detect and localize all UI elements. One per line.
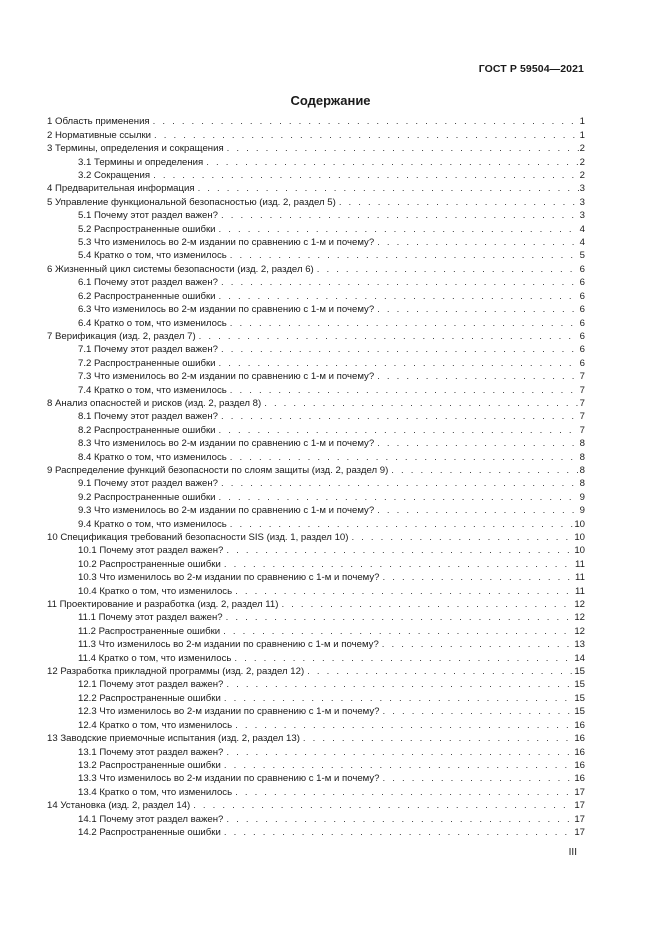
toc-entry[interactable] (47, 638, 585, 651)
toc-leader-dots (226, 679, 573, 691)
toc-entry-page: 7 (579, 397, 585, 409)
toc-entry-page: 16 (574, 719, 585, 731)
toc-leader-dots (377, 304, 579, 316)
toc-entry-page: 16 (574, 733, 585, 745)
toc-entry-label: 2 Нормативные ссылки (47, 129, 152, 141)
toc-entry-label: 10.3 Что изменилось во 2-м издании по сравнению с 1-м и почему? (78, 572, 380, 584)
toc-entry-label: 10.4 Кратко о том, что изменилось (78, 585, 233, 597)
toc-leader-dots (230, 250, 579, 262)
toc-entry[interactable] (47, 504, 585, 517)
toc-leader-dots (391, 465, 578, 477)
toc-entry-label: 10 Спецификация требований безопасности SIS (изд. 1, раздел 10) (47, 532, 349, 543)
toc-entry-page: 2 (579, 143, 585, 155)
toc-entry-label: 11.3 Что изменилось во 2-м издании по сравнению с 1-м и почему? (78, 639, 379, 651)
toc-entry-page: 16 (574, 759, 585, 771)
toc-entry-label: 8 Анализ опасностей и рисков (изд. 2, раздел 8) (47, 397, 262, 409)
toc-entry-page: 4 (579, 237, 585, 249)
toc-entry[interactable] (47, 209, 585, 222)
toc-entry-label: 11.2 Распространенные ошибки (78, 625, 221, 637)
toc-entry-page: 8 (579, 478, 585, 490)
toc-entry-label: 7.2 Распространенные ошибки (78, 357, 216, 369)
toc-entry[interactable] (47, 785, 585, 798)
toc-entry[interactable] (47, 705, 585, 718)
toc-entry[interactable] (47, 745, 585, 758)
toc-entry-label: 13 Заводские приемочные испытания (изд. 2, раздел 13) (47, 733, 300, 745)
toc-entry-page: 3 (579, 210, 585, 222)
toc-entry-label: 7.4 Кратко о том, что изменилось (78, 384, 227, 396)
toc-leader-dots (223, 626, 573, 638)
toc-leader-dots (219, 358, 579, 370)
toc-entry-page: 2 (579, 156, 585, 168)
toc-entry-label: 12.2 Распространенные ошибки (78, 692, 221, 704)
toc-entry-page: 12 (574, 612, 585, 624)
toc-entry-page: 17 (574, 800, 585, 812)
toc-entry[interactable] (47, 812, 585, 825)
toc-entry-label: 8.4 Кратко о том, что изменилось (78, 451, 227, 463)
toc-leader-dots (221, 344, 579, 356)
toc-entry[interactable] (47, 330, 585, 343)
toc-entry-page: 6 (579, 290, 585, 302)
toc-leader-dots (234, 653, 573, 665)
toc-entry-label: 9.2 Распространенные ошибки (78, 491, 216, 503)
toc-entry-page: 7 (579, 384, 585, 396)
toc-entry-page: 10 (574, 532, 585, 543)
toc-leader-dots (383, 706, 574, 718)
toc-entry-page: 15 (574, 666, 585, 678)
toc-entry-label: 13.4 Кратко о том, что изменилось (78, 786, 233, 798)
toc-entry[interactable] (47, 249, 585, 262)
toc-entry[interactable] (47, 544, 585, 557)
table-of-contents (47, 115, 585, 839)
toc-leader-dots (235, 787, 573, 799)
toc-entry-page: 6 (579, 277, 585, 289)
toc-leader-dots (281, 599, 573, 611)
toc-entry[interactable] (47, 624, 585, 637)
toc-leader-dots (193, 800, 573, 812)
toc-leader-dots (206, 157, 578, 169)
toc-leader-dots (153, 170, 579, 182)
toc-entry[interactable] (47, 772, 585, 785)
toc-leader-dots (264, 398, 578, 410)
toc-entry[interactable] (47, 128, 585, 141)
toc-leader-dots (224, 827, 573, 839)
toc-entry-label: 14 Установка (изд. 2, раздел 14) (47, 800, 191, 812)
toc-entry-label: 5 Управление функциональной безопасностью (изд. 2, раздел 5) (47, 196, 336, 208)
toc-leader-dots (224, 559, 574, 571)
toc-entry[interactable] (47, 732, 585, 745)
toc-entry[interactable] (47, 276, 585, 289)
toc-entry[interactable] (47, 759, 585, 772)
toc-entry-label: 8.2 Распространенные ошибки (78, 424, 216, 436)
toc-leader-dots (219, 224, 579, 236)
toc-leader-dots (383, 572, 575, 584)
toc-entry-label: 9.4 Кратко о том, что изменилось (78, 518, 227, 530)
toc-entry-page: 14 (574, 652, 585, 664)
toc-entry-page: 2 (579, 170, 585, 182)
toc-entry[interactable] (47, 423, 585, 436)
toc-entry-page: 8 (579, 438, 585, 450)
toc-entry[interactable] (47, 678, 585, 691)
toc-entry-page: 7 (579, 424, 585, 436)
toc-leader-dots (235, 720, 573, 732)
toc-leader-dots (382, 639, 574, 651)
toc-entry-page: 7 (579, 371, 585, 383)
toc-entry[interactable] (47, 584, 585, 597)
toc-entry[interactable] (47, 142, 585, 155)
toc-leader-dots (227, 143, 579, 155)
toc-entry-label: 5.2 Распространенные ошибки (78, 223, 216, 235)
toc-leader-dots (221, 411, 579, 423)
toc-entry[interactable] (47, 410, 585, 423)
toc-entry-page: 16 (574, 746, 585, 758)
toc-entry-page: 13 (574, 639, 585, 651)
toc-entry-label: 12.3 Что изменилось во 2-м издании по сравнению с 1-м и почему? (78, 706, 380, 718)
toc-entry-page: 12 (574, 625, 585, 637)
toc-entry[interactable] (47, 289, 585, 302)
toc-entry[interactable] (47, 598, 585, 611)
toc-entry-label: 4 Предварительная информация (47, 183, 195, 195)
toc-entry[interactable] (47, 182, 585, 195)
toc-leader-dots (235, 586, 574, 598)
toc-entry-label: 11.4 Кратко о том, что изменилось (78, 652, 232, 664)
toc-entry-label: 5.3 Что изменилось во 2-м издании по сравнению с 1-м и почему? (78, 237, 375, 249)
toc-entry-label: 13.1 Почему этот раздел важен? (78, 746, 224, 758)
toc-entry[interactable] (47, 691, 585, 704)
toc-entry-page: 6 (579, 304, 585, 316)
toc-entry[interactable] (47, 665, 585, 678)
toc-entry-label: 12.1 Почему этот раздел важен? (78, 679, 224, 691)
toc-entry[interactable] (47, 517, 585, 530)
toc-entry[interactable] (47, 383, 585, 396)
toc-leader-dots (224, 693, 573, 705)
toc-entry-page: 12 (574, 599, 585, 611)
toc-entry[interactable] (47, 651, 585, 664)
toc-leader-dots (221, 210, 579, 222)
toc-entry-page: 7 (579, 411, 585, 423)
toc-entry[interactable] (47, 115, 585, 128)
toc-entry-page: 17 (574, 813, 585, 825)
toc-entry-page: 1 (579, 129, 585, 141)
toc-entry-page: 16 (574, 773, 585, 785)
toc-entry-label: 8.1 Почему этот раздел важен? (78, 411, 219, 423)
toc-entry[interactable] (47, 303, 585, 316)
toc-entry-page: 15 (574, 692, 585, 704)
toc-entry-page: 5 (579, 250, 585, 262)
toc-entry[interactable] (47, 531, 585, 544)
toc-entry-page: 8 (579, 464, 585, 476)
toc-leader-dots (230, 385, 579, 397)
toc-leader-dots (230, 318, 579, 330)
toc-entry-page: 9 (579, 491, 585, 503)
toc-entry-label: 6.4 Кратко о том, что изменилось (78, 317, 227, 329)
toc-entry-page: 9 (579, 505, 585, 517)
toc-entry-label: 1 Область применения (47, 116, 150, 128)
toc-leader-dots (226, 814, 573, 826)
toc-entry[interactable] (47, 437, 585, 450)
toc-leader-dots (221, 478, 579, 490)
toc-leader-dots (153, 116, 579, 128)
toc-entry-page: 10 (574, 545, 585, 557)
toc-entry-page: 15 (574, 706, 585, 718)
toc-leader-dots (219, 425, 579, 437)
toc-entry-label: 12.4 Кратко о том, что изменилось (78, 719, 233, 731)
document-code: ГОСТ Р 59504—2021 (478, 63, 584, 75)
toc-entry-label: 5.1 Почему этот раздел важен? (78, 210, 219, 222)
toc-entry-label: 5.4 Кратко о том, что изменилось (78, 250, 227, 262)
toc-entry-label: 6 Жизненный цикл системы безопасности (изд. 2, раздел 6) (47, 263, 314, 275)
toc-title: Содержание (290, 93, 371, 108)
toc-entry-page: 8 (579, 451, 585, 463)
toc-entry-page: 1 (579, 116, 585, 128)
toc-leader-dots (226, 545, 573, 557)
toc-entry[interactable] (47, 718, 585, 731)
toc-entry[interactable] (47, 155, 585, 168)
toc-entry-label: 9.1 Почему этот раздел важен? (78, 478, 219, 490)
toc-entry-label: 3 Термины, определения и сокращения (47, 143, 224, 155)
toc-leader-dots (198, 183, 579, 195)
toc-entry-label: 8.3 Что изменилось во 2-м издании по сравнению с 1-м и почему? (78, 438, 375, 450)
toc-entry-label: 6.3 Что изменилось во 2-м издании по сравнению с 1-м и почему? (78, 304, 375, 316)
toc-entry[interactable] (47, 397, 585, 410)
toc-entry[interactable] (47, 356, 585, 369)
toc-entry-label: 9 Распределение функций безопасности по слоям защиты (изд. 2, раздел 9) (47, 464, 389, 476)
toc-leader-dots (219, 492, 579, 504)
toc-entry-page: 6 (579, 263, 585, 275)
toc-entry[interactable] (47, 169, 585, 182)
toc-entry[interactable] (47, 557, 585, 570)
toc-entry-label: 6.1 Почему этот раздел важен? (78, 277, 219, 289)
toc-entry[interactable] (47, 464, 585, 477)
toc-leader-dots (226, 612, 574, 624)
toc-entry-label: 14.2 Распространенные ошибки (78, 826, 221, 838)
toc-entry-page: 10 (574, 518, 585, 530)
toc-entry[interactable] (47, 611, 585, 624)
toc-entry-label: 3.2 Сокращения (78, 170, 151, 182)
toc-leader-dots (351, 532, 573, 544)
toc-entry-page: 6 (579, 317, 585, 329)
toc-entry-label: 13.3 Что изменилось во 2-м издании по сравнению с 1-м и почему? (78, 773, 380, 785)
toc-entry[interactable] (47, 477, 585, 490)
toc-entry[interactable] (47, 236, 585, 249)
toc-leader-dots (219, 291, 579, 303)
toc-leader-dots (377, 371, 579, 383)
toc-entry-label: 9.3 Что изменилось во 2-м издании по сравнению с 1-м и почему? (78, 505, 375, 517)
toc-entry-page: 3 (579, 183, 585, 195)
toc-leader-dots (377, 237, 579, 249)
toc-entry[interactable] (47, 222, 585, 235)
toc-leader-dots (221, 277, 579, 289)
toc-entry-page: 17 (574, 786, 585, 798)
toc-entry-page: 17 (574, 826, 585, 838)
toc-leader-dots (377, 438, 579, 450)
toc-leader-dots (383, 773, 574, 785)
toc-entry[interactable] (47, 571, 585, 584)
toc-entry[interactable] (47, 450, 585, 463)
toc-entry-page: 11 (575, 558, 585, 570)
toc-entry-label: 7.1 Почему этот раздел важен? (78, 344, 219, 356)
toc-entry-page: 6 (579, 330, 585, 342)
toc-entry[interactable] (47, 316, 585, 329)
toc-entry-label: 12 Разработка прикладной программы (изд. 2, раздел 12) (47, 666, 305, 678)
toc-entry-label: 6.2 Распространенные ошибки (78, 290, 216, 302)
toc-entry[interactable] (47, 490, 585, 503)
toc-entry-label: 11.1 Почему этот раздел важен? (78, 612, 223, 624)
toc-leader-dots (199, 331, 579, 343)
toc-entry-page: 15 (574, 679, 585, 691)
toc-entry-page: 6 (579, 357, 585, 369)
toc-leader-dots (317, 264, 579, 276)
toc-entry-label: 7.3 Что изменилось во 2-м издании по сравнению с 1-м и почему? (78, 371, 375, 383)
toc-entry[interactable] (47, 262, 585, 275)
toc-entry-page: 11 (575, 585, 585, 597)
toc-leader-dots (303, 733, 573, 745)
toc-leader-dots (230, 452, 579, 464)
toc-entry-page: 6 (579, 344, 585, 356)
toc-leader-dots (224, 760, 573, 772)
toc-entry-label: 10.1 Почему этот раздел важен? (78, 545, 224, 557)
toc-entry-label: 14.1 Почему этот раздел важен? (78, 813, 224, 825)
toc-entry-label: 3.1 Термины и определения (78, 156, 204, 168)
toc-entry[interactable] (47, 826, 585, 839)
toc-leader-dots (230, 519, 574, 531)
toc-entry-page: 4 (579, 223, 585, 235)
toc-entry-label: 7 Верификация (изд. 2, раздел 7) (47, 330, 196, 342)
toc-entry-label: 10.2 Распространенные ошибки (78, 558, 221, 570)
toc-entry-label: 13.2 Распространенные ошибки (78, 759, 221, 771)
toc-entry[interactable] (47, 370, 585, 383)
toc-leader-dots (339, 197, 579, 209)
toc-leader-dots (154, 130, 579, 142)
toc-leader-dots (307, 666, 573, 678)
toc-entry-page: 11 (575, 572, 585, 584)
toc-leader-dots (377, 505, 579, 517)
toc-entry-label: 11 Проектирование и разработка (изд. 2, раздел 11) (47, 599, 279, 611)
toc-entry-page: 3 (579, 196, 585, 208)
page-number: III (568, 847, 577, 858)
toc-leader-dots (226, 747, 573, 759)
toc-entry[interactable] (47, 195, 585, 208)
toc-entry[interactable] (47, 799, 585, 812)
toc-entry[interactable] (47, 343, 585, 356)
